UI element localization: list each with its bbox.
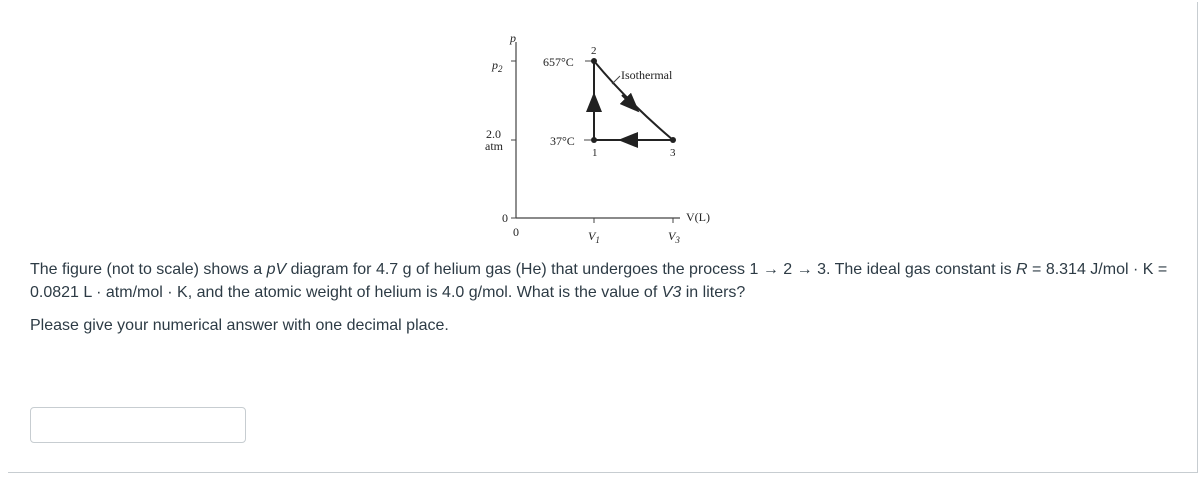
question-text: The figure (not to scale) shows a pV diagram for 4.7 g of helium gas (He) that undergoes the process 1 → 2 → 3. The ideal gas constant is R = 8.314 J/mol · K = 0.0821 L · atm/mol · K, and the atomic weight of helium is 4.0 g/mol. What is the value of V3 in liters? xyxy=(30,261,1168,301)
temp-high-label: 657°C xyxy=(543,55,574,69)
point-1-dot xyxy=(591,137,597,143)
v3-label: $V_3$ xyxy=(668,229,680,245)
isothermal-leader xyxy=(612,76,620,84)
p-zero-label: 0 xyxy=(502,211,508,225)
pv-diagram xyxy=(470,28,730,248)
p2-label: $p_2$ xyxy=(492,58,503,74)
v1-label: $V_1$ xyxy=(588,229,600,245)
instruction-text: Please give your numerical answer with one decimal place. xyxy=(30,317,449,334)
point-1-label: 1 xyxy=(592,147,598,159)
p-atm-value: 2.0 xyxy=(486,127,501,141)
point-3-label: 3 xyxy=(670,147,676,159)
point-2-dot xyxy=(591,58,597,64)
p-atm-unit: atm xyxy=(485,139,503,153)
point-3-dot xyxy=(670,137,676,143)
v-zero-label: 0 xyxy=(513,225,519,239)
p-axis-label: p xyxy=(510,31,516,45)
process-2-3-arrow xyxy=(622,95,638,111)
v-axis-label: V(L) xyxy=(686,210,710,224)
point-2-label: 2 xyxy=(591,45,597,57)
answer-input[interactable] xyxy=(30,407,246,443)
temp-low-label: 37°C xyxy=(550,134,575,148)
isothermal-label: Isothermal xyxy=(621,68,673,82)
